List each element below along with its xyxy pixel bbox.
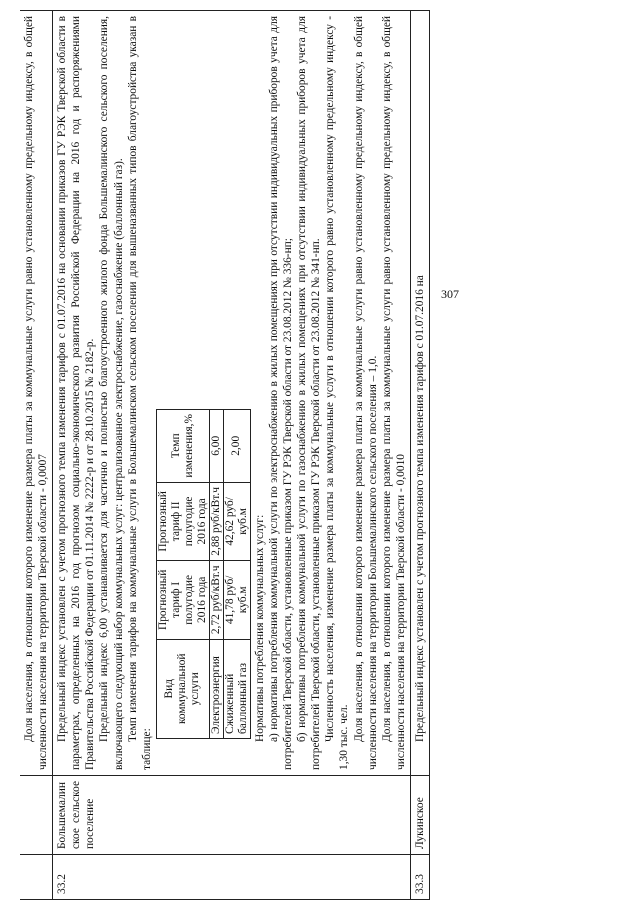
paragraph: Темп изменения тарифов на коммунальные услуги в Большемалинском сельском поселении для вышеназванных типов благоустройства указан в таблице:	[126, 16, 153, 770]
paragraph: Нормативы потребления коммунальных услуг:	[253, 514, 266, 742]
tariff-cell: 42,62 руб/куб.м	[223, 482, 250, 560]
row-number: 33.3	[410, 855, 429, 900]
paragraph: Предельный индекс 6,00 устанавливается для частично и полностью благоустроенного жилого фонда Большемалинского сельского поселения, включающего следующий набор коммунальных услуг: централизованное электроснабжение, газоснабжение (баллонный газ).	[98, 16, 125, 770]
settlement-name: Большемалинское сельское поселение	[53, 776, 411, 855]
header-cell: Прогнозный тариф I полугодие 2016 года	[156, 561, 209, 639]
settlement-name: Лукинское	[410, 776, 429, 855]
paragraph: Доля населения, в отношении которого изменение размера платы за коммунальные услуги равно установленному предельному индексу, в общей численности населения на территории Тверской области - 0,0007	[23, 16, 50, 770]
rotated-page	[20, 10, 620, 900]
rate-cell: 6,00	[209, 410, 223, 483]
paragraph: б) нормативы потребления коммунальной услуги по газоснабжению в жилых помещениях при отсутствии индивидуальных приборов учета для потребителей Тверской области, установленные приказом ГУ РЭК Тверской области от 23.08.2012 № 341-нп.	[296, 16, 323, 770]
paragraph: Доля населения, в отношении которого изменение размера платы за коммунальные услуги равно установленному предельному индексу, в общей численности населения на территории Большемалинского сельского поселения – 1,0.	[352, 16, 379, 770]
header-cell: Прогнозный тариф II полугодие 2016 года	[156, 482, 209, 560]
paragraph: Доля населения, в отношении которого изменение размера платы за коммунальные услуги равно установленному предельному индексу, в общей численности населения на территории Тверской области - 0,0010	[380, 16, 407, 770]
page-number: 307	[441, 287, 459, 301]
tariff-table-row	[223, 410, 250, 739]
row-content	[53, 11, 411, 776]
service-cell: Сжиженный баллонный газ	[223, 639, 250, 738]
tariff-table-header	[156, 410, 209, 739]
rate-cell: 2,00	[223, 410, 250, 483]
header-cell: Темп изменения,%	[156, 410, 209, 483]
row-content	[410, 11, 429, 776]
tariff-table	[156, 409, 251, 739]
paragraph: Предельный индекс установлен с учетом прогнозного темпа изменения тарифов с 01.07.2016 на основании приказов ГУ РЭК Тверской области в параметрах, определенных на 2016 год прогнозом социально-экономического развития Российской Федерации на 2016 год и распоряжениями Правительства Российской Федерации от 01.11.2014 № 2222-р и от 28.10.2015 № 2182-р.	[56, 16, 97, 770]
paragraph: а) нормативы потребления коммунальной услуги по электроснабжению в жилых помещениях при отсутствии индивидуальных приборов учета для потребителей Тверской области, установленные приказом ГУ РЭК Тверской области от 23.08.2012 № 336-нп;	[267, 16, 295, 770]
row-number	[20, 855, 53, 900]
tariff-cell: 41,78 руб/куб.м	[223, 561, 250, 639]
paragraph: Численность населения, изменение размера платы за коммунальные услуги в отношении которого равно установленному предельному индексу - 1,30 тыс. чел.	[324, 16, 351, 770]
service-cell: Электроэнергия	[209, 639, 223, 738]
table-row	[20, 11, 53, 900]
tariff-cell: 2,88 руб/кВт.ч	[209, 482, 223, 560]
settlement-name	[20, 776, 53, 855]
header-cell: Вид коммунальной услуги	[156, 639, 209, 738]
table-row	[53, 11, 411, 900]
paragraph: Предельный индекс установлен с учетом прогнозного темпа изменения тарифов с 01.07.2016 на	[413, 275, 426, 742]
tariff-table-row	[209, 410, 223, 739]
row-content	[20, 11, 53, 776]
tariff-cell: 2,72 руб/кВт.ч	[209, 561, 223, 639]
table-row	[410, 11, 429, 900]
document-table	[20, 10, 430, 900]
row-number: 33.2	[53, 855, 411, 900]
